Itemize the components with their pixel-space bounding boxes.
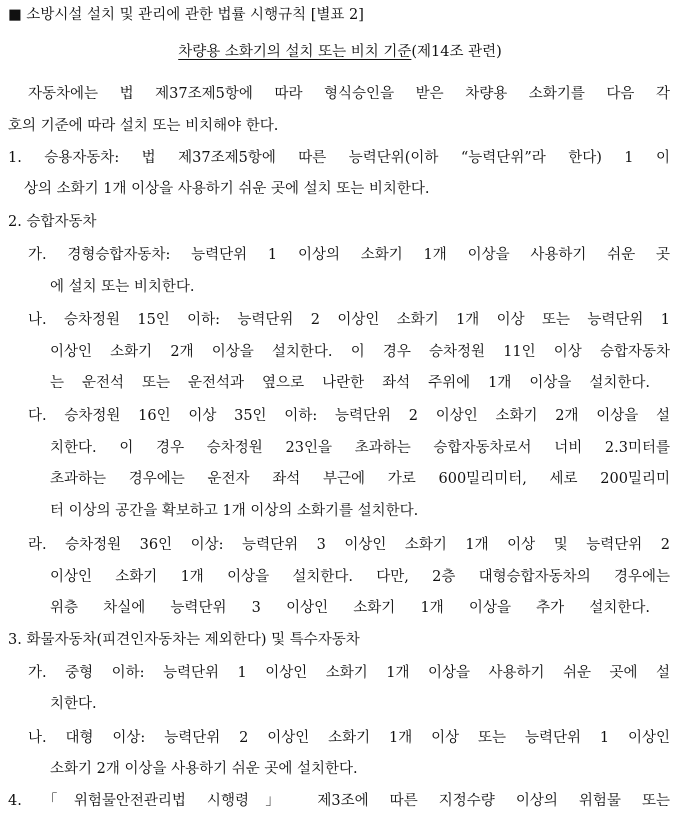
item3-na-line-1: 나. 대형 이상: 능력단위 2 이상인 소화기 1개 이상 또는 능력단위 1 이상인	[28, 730, 670, 746]
item3-ga-line-2: 치한다.	[50, 696, 97, 712]
title-main: 차량용 소화기의 설치 또는 비치 기준	[178, 44, 412, 60]
item2-ra-line-3: 위층 차실에 능력단위 3 이상인 소화기 1개 이상을 추가 설치한다.	[50, 600, 650, 616]
title-reference: (제14조 관련)	[411, 44, 502, 60]
item2-na-line-2: 이상인 소화기 2개 이상을 설치한다. 이 경우 승차정원 11인 이상 승합자동차	[50, 344, 670, 360]
item2-ra-line-2: 이상인 소화기 1개 이상을 설치한다. 다만, 2층 대형승합자동차의 경우에는	[50, 569, 670, 585]
item1-line-2: 상의 소화기 1개 이상을 사용하기 쉬운 곳에 설치 또는 비치한다.	[24, 181, 430, 197]
item1-line-1: 1. 승용자동차: 법 제37조제5항에 따른 능력단위(이하 “능력단위”라 한다) 1 이	[8, 150, 670, 166]
item2-da-line-3: 초과하는 경우에는 운전자 좌석 부근에 가로 600밀리미터, 세로 200밀리미	[50, 471, 670, 487]
item2-heading: 2. 승합자동차	[8, 214, 97, 230]
item2-na-line-3: 는 운전석 또는 운전석과 옆으로 나란한 좌석 주위에 1개 이상을 설치한다.	[50, 375, 650, 391]
item3-heading: 3. 화물자동차(피견인자동차는 제외한다) 및 특수자동차	[8, 632, 360, 648]
item2-ga-line-2: 에 설치 또는 비치한다.	[50, 279, 195, 295]
item4-line-1: 4. 「위험물안전관리법 시행령」 제3조에 따른 지정수량 이상의 위험물 또는	[8, 793, 670, 809]
item2-da-line-1: 다. 승차정원 16인 이상 35인 이하: 능력단위 2 이상인 소화기 2개 이상을 설	[28, 408, 670, 424]
item2-da-line-2: 치한다. 이 경우 승차정원 23인을 초과하는 승합자동차로서 너비 2.3미터를	[50, 440, 670, 456]
item3-na-line-2: 소화기 2개 이상을 사용하기 쉬운 곳에 설치한다.	[50, 761, 358, 777]
item2-da-line-4: 터 이상의 공간을 확보하고 1개 이상의 소화기를 설치한다.	[50, 503, 419, 519]
item2-na-line-1: 나. 승차정원 15인 이하: 능력단위 2 이상인 소화기 1개 이상 또는 능력단위 1	[28, 312, 670, 328]
intro-line-1: 자동차에는 법 제37조제5항에 따라 형식승인을 받은 차량용 소화기를 다음 각	[28, 86, 670, 102]
item3-ga-line-1: 가. 중형 이하: 능력단위 1 이상인 소화기 1개 이상을 사용하기 쉬운 곳에 설	[28, 665, 670, 681]
item2-ga-line-1: 가. 경형승합자동차: 능력단위 1 이상의 소화기 1개 이상을 사용하기 쉬운 곳	[28, 247, 670, 263]
document-header: ■ 소방시설 설치 및 관리에 관한 법률 시행규칙 [별표 2]	[8, 7, 364, 23]
document-title	[0, 42, 680, 62]
intro-line-2: 호의 기준에 따라 설치 또는 비치해야 한다.	[8, 118, 279, 134]
item2-ra-line-1: 라. 승차정원 36인 이상: 능력단위 3 이상인 소화기 1개 이상 및 능력단위 2	[28, 537, 670, 553]
